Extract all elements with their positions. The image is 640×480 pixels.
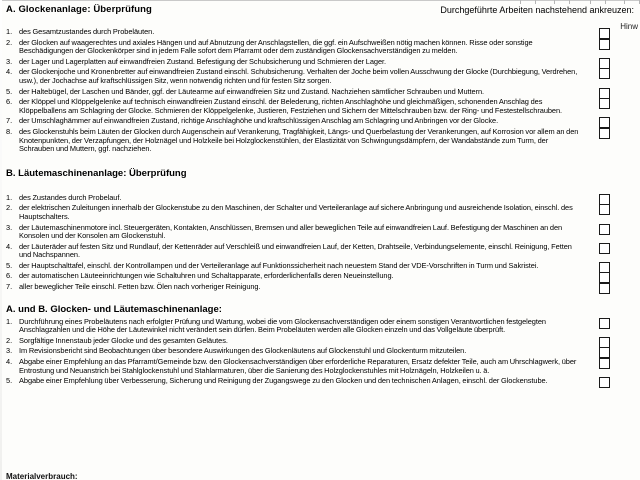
- item-number: 2.: [6, 335, 13, 345]
- checkbox[interactable]: [599, 243, 610, 254]
- checkbox[interactable]: [599, 28, 610, 39]
- list-item: [6, 358, 634, 375]
- item-number: 6.: [6, 271, 13, 281]
- list-item: [6, 262, 634, 271]
- instruction-header: Durchgeführte Arbeiten nachstehend ankreuzen:: [440, 5, 634, 15]
- list-item: [6, 347, 634, 356]
- item-text: der Umschlaghämmer auf einwandfreien Zustand, richtige Anschlaghöhe und kraftschlüssigen Anschlag am Schlagring und Anbringen vor der Glocke.: [19, 116, 499, 126]
- item-number: 4.: [6, 241, 13, 251]
- item-number: 7.: [6, 116, 13, 126]
- section-b-title: B. Läutemaschinenanlage: Überprüfung: [6, 167, 187, 179]
- item-text: der Lager und Lagerplatten auf einwandfreien Zustand. Befestigung der Schubsicherung und Schmieren der Lager.: [19, 56, 387, 66]
- checkbox[interactable]: [599, 98, 610, 109]
- checkbox[interactable]: [599, 88, 610, 99]
- item-text: der Läutemaschinenmotore incl. Steuergeräten, Kontakten, Anschlüssen, Bremsen und aller beweglichen Teile auf einwandfreien Lauf. Befestigung der Maschinen an den Konsolen und der Konsolen am Glockenstuhl.: [19, 222, 563, 241]
- item-text: Sorgfältige Innenstaub jeder Glocke und des gesamten Geläutes.: [19, 335, 228, 345]
- item-text: Im Revisionsbericht sind Beobachtungen über besondere Auswirkungen des Glockenläutens auf Glockenstuhl und Glockenturm mitzuteilen.: [19, 346, 467, 356]
- checkbox[interactable]: [599, 58, 610, 69]
- item-text: der Glocken auf waagerechtes und axiales Hängen und auf Abnutzung der Anschlagstellen, die ggf. ein Aufschweißen nötig machen können. Risse oder sonstige Beschädigungen der Glockenkörper sind in jedem Falle sofort dem Pfarramt oder dem zuständigen Glockensachverständigen zu melden.: [19, 37, 533, 56]
- item-text: der Haltebügel, der Laschen und Bänder, ggf. der Läutearme auf einwandfreien Sitz und Zustand. Nachziehen sämtlicher Schrauben und Muttern.: [19, 86, 485, 96]
- section-ab-title: A. und B. Glocken- und Läutemaschinenanlage:: [6, 303, 222, 315]
- list-item: [6, 194, 634, 203]
- item-text: der elektrischen Zuleitungen innerhalb der Glockenstube zu den Maschinen, der Schalter und Verteileranlage auf sichere Anbringung und ausreichende Isolation, einschl. des Hauptschalters.: [19, 203, 573, 221]
- item-number: 3.: [6, 222, 13, 232]
- checkbox[interactable]: [599, 262, 610, 273]
- item-text: Abgabe einer Empfehlung an das Pfarramt/Gemeinde bzw. den Glockensachverständigen über erforderliche Reparaturen, Ersatz defekter Teile, auch am Uhrschlagwerk, über Entrostung und Neuanstrich bei Stahlglockenstuhl und Stahlarmaturen, über die Sanierung des Holzglockenstuhles mit Holznägeln, Holzkeilen u. ä.: [19, 357, 577, 375]
- checkbox[interactable]: [599, 318, 610, 329]
- bottom-cutoff-text: Materialverbrauch:: [6, 472, 78, 480]
- list-item: [6, 243, 634, 260]
- list-item: [6, 318, 634, 335]
- checkbox[interactable]: [599, 337, 610, 348]
- list-item: [6, 204, 634, 221]
- item-number: 8.: [6, 126, 13, 136]
- item-number: 3.: [6, 56, 13, 66]
- checkbox[interactable]: [599, 204, 610, 215]
- item-text: der Hauptschalttafel, einschl. der Kontrollampen und der Verteileranlage auf Funktionssicherheit nach neuestem Stand der VDE-Vorschriften in Turm und Sakristei.: [19, 260, 539, 270]
- item-text: aller beweglicher Teile einschl. Fetten bzw. Ölen nach vorheriger Reinigung.: [19, 282, 261, 292]
- item-number: 1.: [6, 27, 13, 36]
- list-item: [6, 98, 634, 115]
- item-number: 4.: [6, 67, 13, 77]
- checkbox[interactable]: [599, 347, 610, 358]
- item-number: 7.: [6, 282, 13, 292]
- item-text: der Glockenjoche und Kronenbretter auf einwandfreien Zustand einschl. Schubsicherung. Verhalten der Joche beim vollen Ausschwung der Glocke (Durchbiegung, Verdrehen, usw.), der Jochachse auf kraftschlüssigen Sitz, wenn notwendig richten und für festen Sitz sorgen.: [19, 67, 578, 85]
- item-number: 6.: [6, 97, 13, 107]
- item-number: 4.: [6, 357, 13, 367]
- checkbox[interactable]: [599, 194, 610, 205]
- list-item: [6, 128, 634, 154]
- section-b-list: [6, 194, 634, 292]
- section-ab-list: [6, 318, 634, 386]
- item-number: 1.: [6, 192, 13, 202]
- item-number: 3.: [6, 346, 13, 356]
- item-number: 5.: [6, 260, 13, 270]
- item-number: 5.: [6, 86, 13, 96]
- item-text: des Glockenstuhls beim Läuten der Glocken durch Augenschein auf Verankerung, Tragfähigkeit, Längs- und Querbelastung der Verankerungen, auf Korrosion vor allem an den Knotenpunkten, der Verzapfungen, der Holznägel und Holzkeile bei Holzglockenstühlen, der Elastizität von Schwingungsdämpfern, der Wandabstände zum Turm, der Schrauben und Muttern, ggf. nachziehen.: [19, 126, 579, 154]
- list-item: [6, 28, 634, 37]
- section-a-header: [6, 4, 634, 16]
- item-text: des Gesamtzustandes durch Probeläuten.: [19, 27, 155, 36]
- checkbox[interactable]: [599, 358, 610, 369]
- checkbox[interactable]: [599, 128, 610, 139]
- list-item: [6, 377, 634, 386]
- item-number: 2.: [6, 203, 13, 213]
- list-item: [6, 272, 634, 281]
- list-item: [6, 117, 634, 126]
- item-number: 1.: [6, 316, 13, 326]
- section-a-list: [6, 28, 634, 154]
- list-item: [6, 68, 634, 85]
- checkbox[interactable]: [599, 68, 610, 79]
- list-item: [6, 39, 634, 56]
- checkbox[interactable]: [599, 283, 610, 294]
- checkbox[interactable]: [599, 117, 610, 128]
- list-item: [6, 337, 634, 346]
- page-edge-shadow: [0, 0, 2, 480]
- checkbox[interactable]: [599, 224, 610, 235]
- section-a-title: A. Glockenanlage: Überprüfung: [6, 4, 152, 15]
- list-item: [6, 283, 634, 292]
- item-text: der Läuteräder auf festen Sitz und Rundlauf, der Kettenräder auf Verschleiß und einwandfreien Lauf, der Ketten, Drahtseile, Verbindungselemente, einschl. Reinigung, Fetten und Nachspannen.: [19, 241, 572, 260]
- checkbox[interactable]: [599, 377, 610, 388]
- document-content: [6, 4, 634, 388]
- list-item: [6, 58, 634, 67]
- item-number: 5.: [6, 376, 13, 386]
- item-text: des Zustandes durch Probelauf.: [19, 192, 122, 202]
- item-text: der Klöppel und Klöppelgelenke auf technisch einwandfreien Zustand einschl. der Belederung, richten Anschlaghöhe und gleichmäßigen, schonenden Anschlag des Klöppelballens am Schlagring der Glocke. Schmieren der Klöppelgelenke, Justieren, Festziehen und Sichern der Mittelschrauben bzw. der Ring- und Festestellschrauben.: [19, 97, 563, 115]
- item-number: 2.: [6, 37, 13, 47]
- checkbox[interactable]: [599, 272, 610, 283]
- list-item: [6, 88, 634, 97]
- item-text: der automatischen Läuteeinrichtungen wie Schaltuhren und Schaltapparate, erforderlichenfalls deren Neueinstellung.: [19, 271, 394, 281]
- item-text: Abgabe einer Empfehlung über Verbesserung, Sicherung und Reinigung der Zugangswege zu den Glocken und den technischen Anlagen, einschl. der Glockenstube.: [19, 376, 548, 386]
- list-item: [6, 224, 634, 241]
- checkbox[interactable]: [599, 39, 610, 50]
- item-text: Durchführung eines Probeläutens nach erfolgter Prüfung und Wartung, wobei die vom Glockensachverständigen oder einem sonstigen Verantwortlichen festgelegten Anschlagzahlen und die Höhe der Läutewinkel nicht verändert sein dürfen. Beim Probeläuten werden alle Glocken einzeln und das Vollgeläute überprüft.: [19, 316, 546, 335]
- hint-column-label: Hinw: [620, 22, 638, 31]
